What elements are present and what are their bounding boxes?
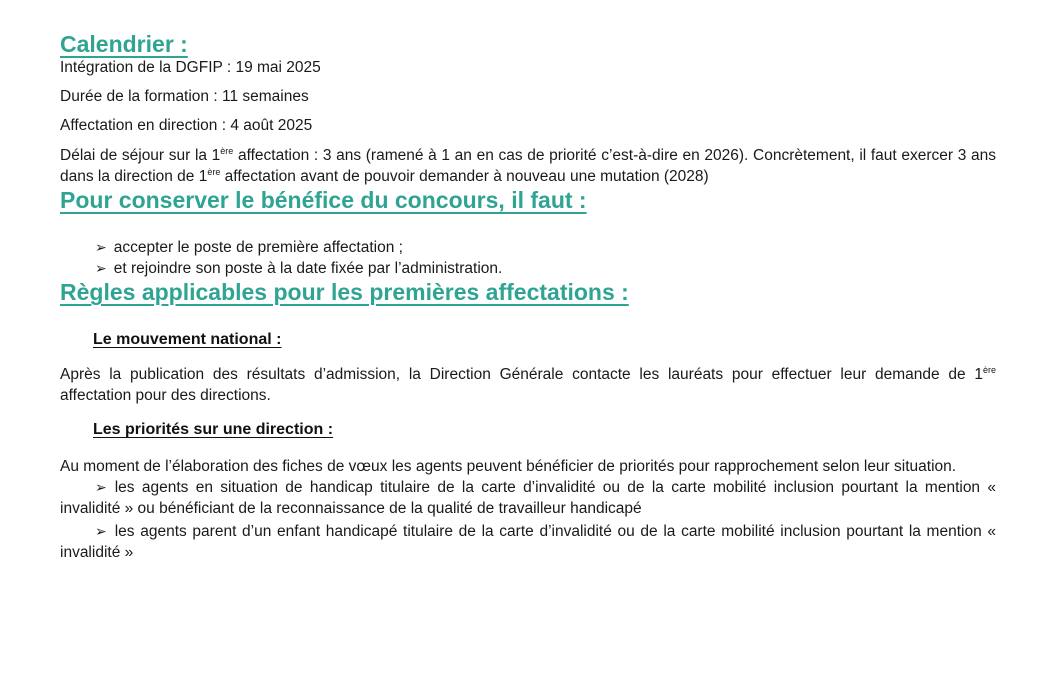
affectation-line: Affectation en direction : 4 août 2025 (60, 117, 313, 134)
mouvement-subheading-text: Le mouvement national : (93, 331, 282, 348)
arrow-bullet-icon: ➢ (95, 260, 107, 276)
bullet-text: les agents parent d’un enfant handicapé titulaire de la carte d’invalidité ou de la carte mobilité inclusion pourtant la mention « invalidité » (60, 523, 996, 561)
priorite-bullet-handicap (60, 477, 996, 519)
apres-paragraph (60, 364, 996, 406)
priorite-bullet-enfant (60, 521, 996, 563)
arrow-bullet-icon: ➢ (95, 523, 107, 539)
bullet-text: accepter le poste de première affectation ; (113, 239, 403, 256)
apres-superscript: ère (982, 364, 996, 375)
conserver-bullet-list (60, 237, 996, 279)
mouvement-subheading (93, 331, 996, 349)
list-item (95, 237, 996, 258)
conserver-heading (60, 187, 996, 214)
list-item (95, 258, 996, 279)
delai-part2: affectation : 3 ans (ramené à 1 an en cas de priorité c’est-à-dire en 2026). Concrètement, il faut exercer 3 ans dans la direction de 1 (60, 147, 996, 185)
calendrier-heading (60, 31, 996, 58)
bullet-text: et rejoindre son poste à la date fixée par l’administration. (113, 260, 503, 277)
delai-part3: affectation avant de pouvoir demander à nouveau une mutation (2028) (220, 168, 709, 185)
priorites-subheading-text: Les priorités sur une direction : (93, 421, 334, 438)
delai-part1: Délai de séjour sur la 1 (60, 147, 221, 164)
regles-heading (60, 279, 996, 306)
calendrier-heading-text: Calendrier : (60, 31, 188, 57)
arrow-bullet-icon: ➢ (95, 239, 107, 255)
bullet-text: les agents en situation de handicap titulaire de la carte d’invalidité ou de la carte mobilité inclusion pourtant la mention « invalidité » ou bénéficiant de la reconnaissance de la qualité de travailleur handicapé (60, 479, 996, 517)
apres-part1: Après la publication des résultats d’admission, la Direction Générale contacte les lauréats pour effectuer leur demande de 1 (60, 366, 983, 383)
aumoment-paragraph: Au moment de l’élaboration des fiches de vœux les agents peuvent bénéficier de priorités pour rapprochement selon leur situation. (60, 458, 957, 475)
priorites-subheading (93, 421, 996, 439)
regles-heading-text: Règles applicables pour les premières affectations : (60, 279, 629, 305)
duree-line: Durée de la formation : 11 semaines (60, 88, 309, 105)
arrow-bullet-icon: ➢ (95, 479, 107, 495)
delai-paragraph (60, 145, 996, 187)
delai-superscript-1: ère (220, 145, 234, 156)
apres-part2: affectation pour des directions. (60, 387, 271, 404)
conserver-heading-text: Pour conserver le bénéfice du concours, il faut : (60, 187, 587, 213)
integration-line: Intégration de la DGFIP : 19 mai 2025 (60, 59, 321, 76)
delai-superscript-2: ère (207, 166, 221, 177)
